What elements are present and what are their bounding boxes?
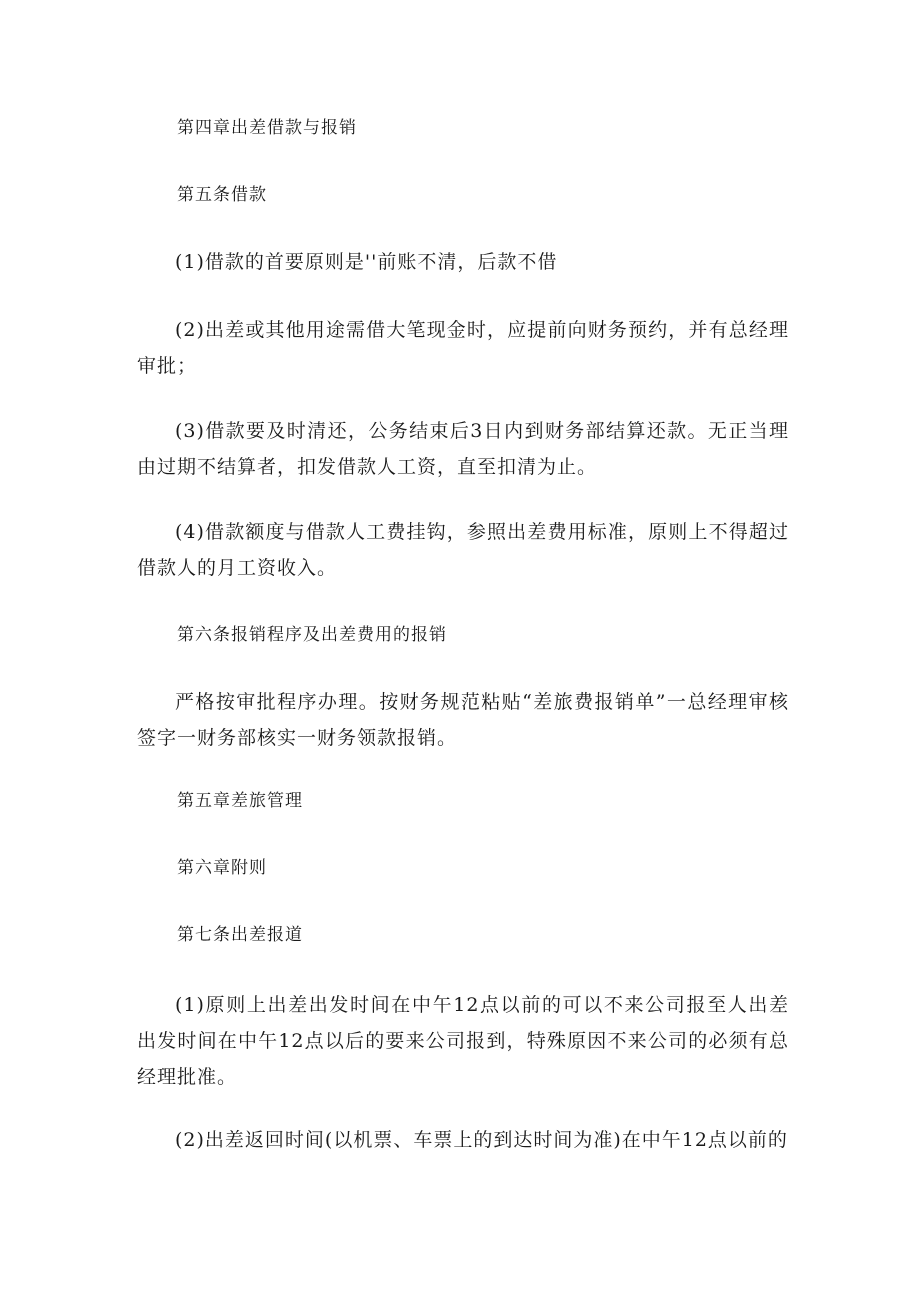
article-5-item-1: (1)借款的首要原则是''前账不清，后款不借 [175, 251, 558, 273]
article-6-title: 第六条报销程序及出差费用的报销 [177, 625, 447, 645]
article-5-item-4: (4)借款额度与借款人工费挂钩，参照出差费用标准，原则上不得超过借款人的月工资收入。 [137, 521, 789, 579]
chapter-5-title: 第五章差旅管理 [177, 791, 303, 811]
article-5-item-2: (2)出差或其他用途需借大笔现金时，应提前向财务预约，并有总经理审批； [137, 319, 789, 377]
article-7-item-2: (2)出差返回时间(以机票、车票上的到达时间为准)在中午12点以前的 [175, 1129, 788, 1151]
article-5-title: 第五条借款 [177, 185, 267, 205]
article-7-item-1: (1)原则上出差出发时间在中午12点以前的可以不来公司报至人出差出发时间在中午12点以后的要来公司报到，特殊原因不来公司的必须有总经理批准。 [137, 994, 789, 1088]
article-5-item-3: (3)借款要及时清还，公务结束后3日内到财务部结算还款。无正当理由过期不结算者，扣发借款人工资，直至扣清为止。 [137, 420, 789, 478]
chapter-6-title: 第六章附则 [177, 858, 267, 878]
chapter-4-title: 第四章出差借款与报销 [177, 118, 357, 138]
article-7-title: 第七条出差报道 [177, 925, 303, 945]
article-6-body: 严格按审批程序办理。按财务规范粘贴“差旅费报销单”一总经理审核签字一财务部核实一财务领款报销。 [137, 691, 789, 749]
